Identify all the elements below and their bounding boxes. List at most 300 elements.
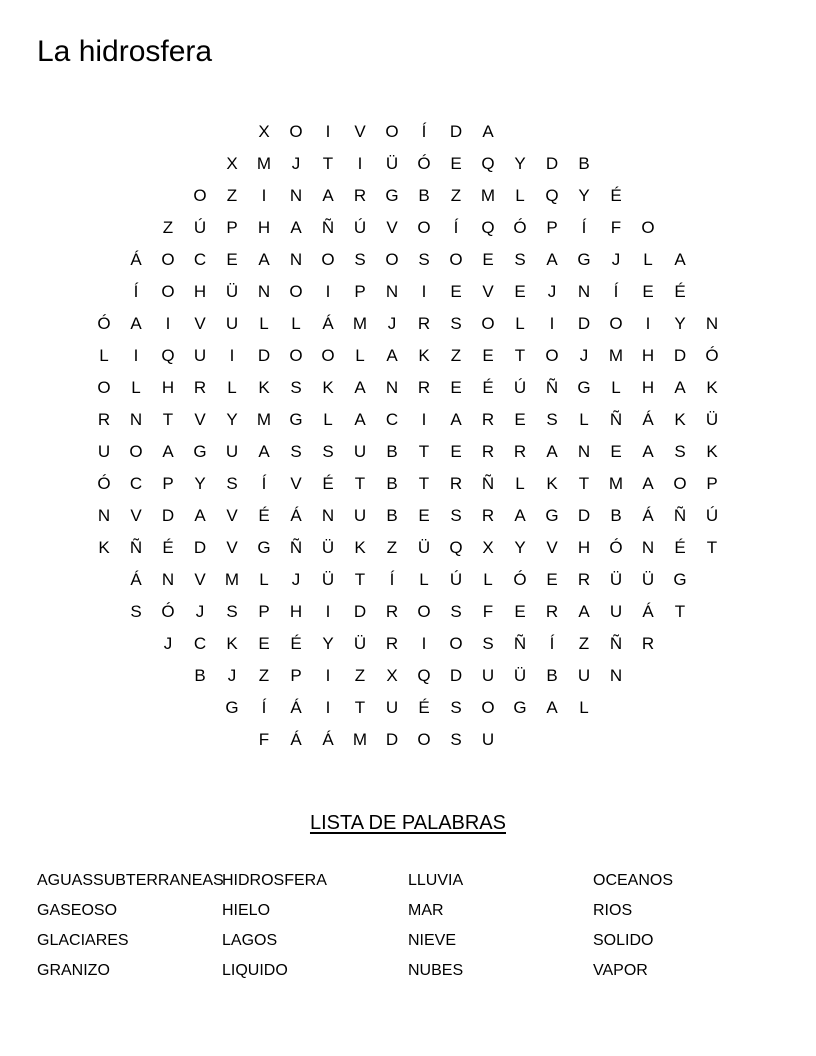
grid-letter[interactable]: S (514, 250, 526, 269)
grid-letter[interactable]: O (449, 250, 463, 269)
grid-letter[interactable]: G (673, 570, 687, 589)
grid-letter[interactable]: D (577, 314, 591, 333)
grid-letter[interactable]: R (417, 314, 431, 333)
grid-letter[interactable]: J (579, 346, 589, 365)
grid-letter[interactable]: U (193, 346, 207, 365)
grid-letter[interactable]: N (257, 282, 271, 301)
grid-letter[interactable]: Ú (513, 378, 527, 397)
grid-letter[interactable]: I (645, 314, 651, 333)
grid-letter[interactable]: Á (642, 506, 654, 525)
grid-letter[interactable]: V (226, 538, 238, 557)
grid-letter[interactable]: O (609, 314, 623, 333)
grid-letter[interactable]: A (674, 250, 686, 269)
grid-letter[interactable]: Á (642, 410, 654, 429)
grid-letter[interactable]: E (610, 442, 622, 461)
grid-letter[interactable]: R (449, 474, 463, 493)
grid-letter[interactable]: L (323, 410, 333, 429)
grid-letter[interactable]: Z (354, 666, 366, 685)
grid-letter[interactable]: T (674, 602, 686, 621)
grid-letter[interactable]: D (577, 506, 591, 525)
grid-letter[interactable]: A (162, 442, 174, 461)
grid-letter[interactable]: V (482, 282, 494, 301)
grid-letter[interactable]: R (385, 634, 399, 653)
grid-letter[interactable]: Ü (385, 154, 399, 173)
grid-letter[interactable]: T (514, 346, 526, 365)
grid-letter[interactable]: S (450, 506, 462, 525)
grid-letter[interactable]: L (515, 314, 525, 333)
grid-letter[interactable]: S (226, 474, 238, 493)
grid-letter[interactable]: Í (261, 698, 267, 717)
grid-letter[interactable]: H (641, 378, 655, 397)
grid-letter[interactable]: Ü (321, 538, 335, 557)
grid-letter[interactable]: A (386, 346, 398, 365)
grid-letter[interactable]: É (418, 698, 430, 717)
grid-letter[interactable]: J (547, 282, 557, 301)
grid-letter[interactable]: O (641, 218, 655, 237)
grid-letter[interactable]: L (579, 698, 589, 717)
grid-letter[interactable]: Ó (513, 218, 527, 237)
grid-letter[interactable]: M (352, 314, 368, 333)
grid-letter[interactable]: D (385, 730, 399, 749)
grid-letter[interactable]: C (193, 634, 207, 653)
grid-letter[interactable]: L (515, 474, 525, 493)
grid-letter[interactable]: R (417, 378, 431, 397)
grid-letter[interactable]: R (481, 506, 495, 525)
grid-letter[interactable]: G (577, 250, 591, 269)
grid-letter[interactable]: U (353, 442, 367, 461)
grid-letter[interactable]: Í (581, 218, 587, 237)
grid-letter[interactable]: A (194, 506, 206, 525)
grid-letter[interactable]: L (579, 410, 589, 429)
grid-letter[interactable]: L (99, 346, 109, 365)
grid-letter[interactable]: R (577, 570, 591, 589)
grid-letter[interactable]: U (385, 698, 399, 717)
grid-letter[interactable]: N (577, 282, 591, 301)
grid-letter[interactable]: B (610, 506, 622, 525)
grid-letter[interactable]: S (290, 442, 302, 461)
grid-letter[interactable]: Ü (225, 282, 239, 301)
grid-letter[interactable]: U (225, 442, 239, 461)
grid-letter[interactable]: A (354, 410, 366, 429)
grid-letter[interactable]: V (194, 410, 206, 429)
grid-letter[interactable]: Q (545, 186, 559, 205)
grid-letter[interactable]: V (194, 314, 206, 333)
grid-letter[interactable]: N (97, 506, 111, 525)
grid-letter[interactable]: Y (226, 410, 238, 429)
grid-letter[interactable]: Z (386, 538, 398, 557)
grid-letter[interactable]: Á (642, 602, 654, 621)
grid-letter[interactable]: O (161, 282, 175, 301)
grid-letter[interactable]: M (608, 474, 624, 493)
grid-letter[interactable]: É (322, 474, 334, 493)
grid-letter[interactable]: E (226, 250, 238, 269)
grid-letter[interactable]: O (481, 314, 495, 333)
grid-letter[interactable]: V (546, 538, 558, 557)
grid-letter[interactable]: Ú (193, 218, 207, 237)
grid-letter[interactable]: Á (290, 506, 302, 525)
grid-letter[interactable]: S (322, 442, 334, 461)
grid-letter[interactable]: O (321, 250, 335, 269)
grid-letter[interactable]: L (291, 314, 301, 333)
grid-letter[interactable]: Q (481, 154, 495, 173)
grid-letter[interactable]: Ü (705, 410, 719, 429)
grid-letter[interactable]: A (354, 378, 366, 397)
grid-letter[interactable]: X (226, 154, 238, 173)
grid-letter[interactable]: Ó (705, 346, 719, 365)
grid-letter[interactable]: Ü (641, 570, 655, 589)
grid-letter[interactable]: E (642, 282, 654, 301)
grid-letter[interactable]: A (258, 250, 270, 269)
grid-letter[interactable]: V (354, 122, 366, 141)
grid-letter[interactable]: R (545, 602, 559, 621)
grid-letter[interactable]: Y (194, 474, 206, 493)
grid-letter[interactable]: N (385, 282, 399, 301)
grid-letter[interactable]: Á (322, 314, 334, 333)
grid-letter[interactable]: R (641, 634, 655, 653)
grid-letter[interactable]: R (97, 410, 111, 429)
grid-letter[interactable]: D (673, 346, 687, 365)
grid-letter[interactable]: K (258, 378, 270, 397)
grid-letter[interactable]: Ú (353, 218, 367, 237)
grid-letter[interactable]: I (229, 346, 235, 365)
grid-letter[interactable]: É (482, 378, 494, 397)
grid-letter[interactable]: I (549, 314, 555, 333)
grid-letter[interactable]: B (546, 666, 558, 685)
grid-letter[interactable]: E (258, 634, 270, 653)
grid-letter[interactable]: Ñ (481, 474, 495, 493)
grid-letter[interactable]: Ü (609, 570, 623, 589)
grid-letter[interactable]: S (354, 250, 366, 269)
grid-letter[interactable]: T (706, 538, 718, 557)
grid-letter[interactable]: Y (674, 314, 686, 333)
grid-letter[interactable]: T (578, 474, 590, 493)
grid-letter[interactable]: N (289, 250, 303, 269)
grid-letter[interactable]: I (357, 154, 363, 173)
grid-letter[interactable]: Ü (353, 634, 367, 653)
grid-letter[interactable]: Á (130, 570, 142, 589)
grid-letter[interactable]: Z (450, 346, 462, 365)
grid-letter[interactable]: D (449, 122, 463, 141)
grid-letter[interactable]: M (480, 186, 496, 205)
grid-letter[interactable]: U (481, 730, 495, 749)
grid-letter[interactable]: K (226, 634, 238, 653)
grid-letter[interactable]: J (611, 250, 621, 269)
grid-letter[interactable]: T (354, 570, 366, 589)
grid-letter[interactable]: A (322, 186, 334, 205)
grid-letter[interactable]: D (161, 506, 175, 525)
grid-letter[interactable]: Í (613, 282, 619, 301)
grid-letter[interactable]: A (546, 250, 558, 269)
grid-letter[interactable]: A (130, 314, 142, 333)
grid-letter[interactable]: Y (514, 538, 526, 557)
grid-letter[interactable]: O (321, 346, 335, 365)
grid-letter[interactable]: M (256, 410, 272, 429)
grid-letter[interactable]: K (354, 538, 366, 557)
grid-letter[interactable]: R (481, 442, 495, 461)
grid-letter[interactable]: L (515, 186, 525, 205)
grid-letter[interactable]: M (608, 346, 624, 365)
grid-letter[interactable]: C (193, 250, 207, 269)
grid-letter[interactable]: X (258, 122, 270, 141)
grid-letter[interactable]: O (289, 346, 303, 365)
grid-letter[interactable]: T (354, 474, 366, 493)
grid-letter[interactable]: K (418, 346, 430, 365)
grid-letter[interactable]: M (352, 730, 368, 749)
grid-letter[interactable]: B (386, 442, 398, 461)
grid-letter[interactable]: I (261, 186, 267, 205)
grid-letter[interactable]: G (289, 410, 303, 429)
grid-letter[interactable]: G (577, 378, 591, 397)
grid-letter[interactable]: A (514, 506, 526, 525)
grid-letter[interactable]: Q (161, 346, 175, 365)
grid-letter[interactable]: C (129, 474, 143, 493)
grid-letter[interactable]: Í (133, 282, 139, 301)
grid-letter[interactable]: S (290, 378, 302, 397)
grid-letter[interactable]: G (385, 186, 399, 205)
grid-letter[interactable]: É (674, 538, 686, 557)
grid-letter[interactable]: É (290, 634, 302, 653)
grid-letter[interactable]: B (418, 186, 430, 205)
grid-letter[interactable]: P (290, 666, 302, 685)
grid-letter[interactable]: V (194, 570, 206, 589)
grid-letter[interactable]: X (482, 538, 494, 557)
grid-letter[interactable]: S (450, 602, 462, 621)
grid-letter[interactable]: L (643, 250, 653, 269)
grid-letter[interactable]: Y (514, 154, 526, 173)
grid-letter[interactable]: P (258, 602, 270, 621)
grid-letter[interactable]: I (325, 282, 331, 301)
grid-letter[interactable]: É (610, 186, 622, 205)
grid-letter[interactable]: I (133, 346, 139, 365)
grid-letter[interactable]: J (387, 314, 397, 333)
grid-letter[interactable]: Ñ (609, 634, 623, 653)
grid-letter[interactable]: J (227, 666, 237, 685)
grid-letter[interactable]: P (226, 218, 238, 237)
grid-letter[interactable]: Ñ (673, 506, 687, 525)
grid-letter[interactable]: Z (162, 218, 174, 237)
grid-letter[interactable]: K (322, 378, 334, 397)
grid-letter[interactable]: D (545, 154, 559, 173)
grid-letter[interactable]: C (385, 410, 399, 429)
grid-letter[interactable]: O (161, 250, 175, 269)
grid-letter[interactable]: F (482, 602, 494, 621)
grid-letter[interactable]: E (482, 346, 494, 365)
grid-letter[interactable]: A (674, 378, 686, 397)
grid-letter[interactable]: H (641, 346, 655, 365)
grid-letter[interactable]: I (325, 666, 331, 685)
grid-letter[interactable]: P (706, 474, 718, 493)
grid-letter[interactable]: R (385, 602, 399, 621)
grid-letter[interactable]: T (418, 442, 430, 461)
grid-letter[interactable]: I (165, 314, 171, 333)
grid-letter[interactable]: D (353, 602, 367, 621)
grid-letter[interactable]: J (195, 602, 205, 621)
grid-letter[interactable]: D (193, 538, 207, 557)
grid-letter[interactable]: N (705, 314, 719, 333)
grid-letter[interactable]: S (450, 730, 462, 749)
grid-letter[interactable]: U (97, 442, 111, 461)
grid-letter[interactable]: Ñ (321, 218, 335, 237)
grid-letter[interactable]: B (194, 666, 206, 685)
grid-letter[interactable]: R (193, 378, 207, 397)
grid-letter[interactable]: Ñ (609, 410, 623, 429)
grid-letter[interactable]: J (291, 570, 301, 589)
grid-letter[interactable]: R (481, 410, 495, 429)
grid-letter[interactable]: E (514, 410, 526, 429)
grid-letter[interactable]: L (259, 314, 269, 333)
grid-letter[interactable]: T (322, 154, 334, 173)
grid-letter[interactable]: U (481, 666, 495, 685)
grid-letter[interactable]: L (227, 378, 237, 397)
grid-letter[interactable]: D (257, 346, 271, 365)
grid-letter[interactable]: V (130, 506, 142, 525)
grid-letter[interactable]: G (193, 442, 207, 461)
grid-letter[interactable]: E (514, 282, 526, 301)
grid-letter[interactable]: N (577, 442, 591, 461)
grid-letter[interactable]: Z (450, 186, 462, 205)
grid-letter[interactable]: I (421, 634, 427, 653)
grid-letter[interactable]: O (417, 218, 431, 237)
grid-letter[interactable]: O (545, 346, 559, 365)
grid-letter[interactable]: L (419, 570, 429, 589)
grid-letter[interactable]: S (226, 602, 238, 621)
grid-letter[interactable]: E (418, 506, 430, 525)
grid-letter[interactable]: A (482, 122, 494, 141)
grid-letter[interactable]: O (385, 122, 399, 141)
grid-letter[interactable]: A (450, 410, 462, 429)
grid-letter[interactable]: O (193, 186, 207, 205)
grid-letter[interactable]: O (97, 378, 111, 397)
grid-letter[interactable]: X (386, 666, 398, 685)
grid-letter[interactable]: A (258, 442, 270, 461)
grid-letter[interactable]: I (325, 122, 331, 141)
grid-letter[interactable]: E (450, 442, 462, 461)
grid-letter[interactable]: Y (322, 634, 334, 653)
grid-letter[interactable]: Q (417, 666, 431, 685)
grid-letter[interactable]: I (421, 282, 427, 301)
grid-letter[interactable]: K (674, 410, 686, 429)
grid-letter[interactable]: H (257, 218, 271, 237)
grid-letter[interactable]: G (513, 698, 527, 717)
grid-letter[interactable]: U (353, 506, 367, 525)
grid-letter[interactable]: E (450, 378, 462, 397)
grid-letter[interactable]: Q (481, 218, 495, 237)
grid-letter[interactable]: I (325, 602, 331, 621)
grid-letter[interactable]: B (386, 474, 398, 493)
grid-letter[interactable]: Y (578, 186, 590, 205)
grid-letter[interactable]: H (289, 602, 303, 621)
grid-letter[interactable]: O (481, 698, 495, 717)
grid-letter[interactable]: P (546, 218, 558, 237)
grid-letter[interactable]: N (161, 570, 175, 589)
grid-letter[interactable]: V (226, 506, 238, 525)
grid-letter[interactable]: K (706, 378, 718, 397)
grid-letter[interactable]: Ó (417, 154, 431, 173)
grid-letter[interactable]: O (673, 474, 687, 493)
grid-letter[interactable]: I (325, 698, 331, 717)
grid-letter[interactable]: N (321, 506, 335, 525)
grid-letter[interactable]: Í (453, 218, 459, 237)
grid-letter[interactable]: G (545, 506, 559, 525)
grid-letter[interactable]: Í (389, 570, 395, 589)
grid-letter[interactable]: Ó (609, 538, 623, 557)
grid-letter[interactable]: O (129, 442, 143, 461)
grid-letter[interactable]: Ú (705, 506, 719, 525)
grid-letter[interactable]: J (291, 154, 301, 173)
grid-letter[interactable]: Ü (513, 666, 527, 685)
grid-letter[interactable]: O (385, 250, 399, 269)
grid-letter[interactable]: S (450, 314, 462, 333)
grid-letter[interactable]: M (256, 154, 272, 173)
grid-letter[interactable]: K (98, 538, 110, 557)
grid-letter[interactable]: Z (226, 186, 238, 205)
grid-letter[interactable]: Ó (513, 570, 527, 589)
grid-letter[interactable]: D (449, 666, 463, 685)
grid-letter[interactable]: S (674, 442, 686, 461)
grid-letter[interactable]: T (354, 698, 366, 717)
grid-letter[interactable]: Á (290, 730, 302, 749)
grid-letter[interactable]: R (513, 442, 527, 461)
grid-letter[interactable]: H (161, 378, 175, 397)
grid-letter[interactable]: N (641, 538, 655, 557)
grid-letter[interactable]: P (354, 282, 366, 301)
grid-letter[interactable]: F (258, 730, 270, 749)
grid-letter[interactable]: E (482, 250, 494, 269)
grid-letter[interactable]: G (225, 698, 239, 717)
grid-letter[interactable]: M (224, 570, 240, 589)
grid-letter[interactable]: Ñ (513, 634, 527, 653)
grid-letter[interactable]: Q (449, 538, 463, 557)
grid-letter[interactable]: O (289, 282, 303, 301)
grid-letter[interactable]: L (355, 346, 365, 365)
grid-letter[interactable]: A (290, 218, 302, 237)
grid-letter[interactable]: B (386, 506, 398, 525)
grid-letter[interactable]: U (577, 666, 591, 685)
grid-letter[interactable]: E (546, 570, 558, 589)
grid-letter[interactable]: S (482, 634, 494, 653)
grid-letter[interactable]: A (546, 442, 558, 461)
grid-letter[interactable]: F (610, 218, 622, 237)
grid-letter[interactable]: É (674, 282, 686, 301)
grid-letter[interactable]: L (259, 570, 269, 589)
grid-letter[interactable]: E (450, 154, 462, 173)
grid-letter[interactable]: Á (130, 250, 142, 269)
grid-letter[interactable]: N (385, 378, 399, 397)
grid-letter[interactable]: Í (421, 122, 427, 141)
grid-letter[interactable]: O (417, 602, 431, 621)
grid-letter[interactable]: V (290, 474, 302, 493)
grid-letter[interactable]: L (131, 378, 141, 397)
grid-letter[interactable]: Ñ (129, 538, 143, 557)
grid-letter[interactable]: L (611, 378, 621, 397)
grid-letter[interactable]: U (225, 314, 239, 333)
grid-letter[interactable]: Ó (97, 474, 111, 493)
grid-letter[interactable]: Ó (97, 314, 111, 333)
grid-letter[interactable]: K (706, 442, 718, 461)
grid-letter[interactable]: B (578, 154, 590, 173)
grid-letter[interactable]: N (129, 410, 143, 429)
grid-letter[interactable]: Z (578, 634, 590, 653)
grid-letter[interactable]: R (353, 186, 367, 205)
grid-letter[interactable]: T (418, 474, 430, 493)
grid-letter[interactable]: O (417, 730, 431, 749)
grid-letter[interactable]: N (289, 186, 303, 205)
grid-letter[interactable]: S (130, 602, 142, 621)
grid-letter[interactable]: K (546, 474, 558, 493)
grid-letter[interactable]: A (642, 442, 654, 461)
grid-letter[interactable]: A (642, 474, 654, 493)
grid-letter[interactable]: H (193, 282, 207, 301)
